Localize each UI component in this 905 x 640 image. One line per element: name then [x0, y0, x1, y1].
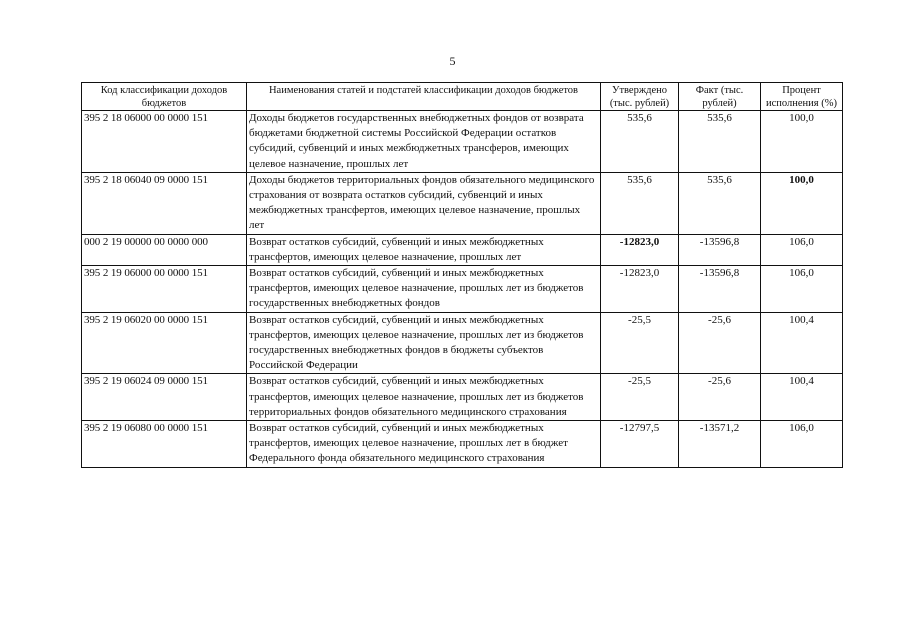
table-row [82, 234, 843, 265]
row-fact: -13596,8 [679, 266, 761, 313]
table-row [82, 312, 843, 374]
row-name: Возврат остатков субсидий, субвенций и иных межбюджетных трансфертов, имеющих целевое назначение, прошлых лет [247, 234, 601, 265]
row-code: 395 2 18 06040 09 0000 151 [82, 172, 247, 234]
row-approved: -25,5 [601, 374, 679, 421]
row-approved: -25,5 [601, 312, 679, 374]
row-name: Возврат остатков субсидий, субвенций и иных межбюджетных трансфертов, имеющих целевое назначение, прошлых лет из бюджетов территориальных фондов обязательного медицинского страхования [247, 374, 601, 421]
row-code: 395 2 19 06024 09 0000 151 [82, 374, 247, 421]
row-name: Возврат остатков субсидий, субвенций и иных межбюджетных трансфертов, имеющих целевое назначение, прошлых лет из бюджетов государственных внебюджетных фондов в бюджеты субъектов Российской Федерации [247, 312, 601, 374]
row-percent: 106,0 [761, 266, 843, 313]
row-name: Доходы бюджетов территориальных фондов обязательного медицинского страхования от возврата остатков субсидий, субвенций и иных межбюджетных трансфертов, имеющих целевое назначение, прошлых лет [247, 172, 601, 234]
table-header-row [82, 83, 843, 111]
row-name: Возврат остатков субсидий, субвенций и иных межбюджетных трансфертов, имеющих целевое назначение, прошлых лет из бюджетов государственных внебюджетных фондов [247, 266, 601, 313]
row-code: 395 2 19 06020 00 0000 151 [82, 312, 247, 374]
row-percent: 106,0 [761, 421, 843, 468]
revenue-classification-table [81, 82, 843, 468]
row-code: 395 2 19 06000 00 0000 151 [82, 266, 247, 313]
header-percent: Процент исполнения (%) [761, 83, 843, 111]
row-code: 395 2 18 06000 00 0000 151 [82, 111, 247, 173]
row-name: Доходы бюджетов государственных внебюджетных фондов от возврата бюджетами бюджетной системы Российской Федерации остатков субсидий, субвенций и иных межбюджетных трансферов, имеющих целевое назначение, прошлых лет [247, 111, 601, 173]
header-fact: Факт (тыс. рублей) [679, 83, 761, 111]
row-percent: 106,0 [761, 234, 843, 265]
row-fact: -13596,8 [679, 234, 761, 265]
row-approved: 535,6 [601, 111, 679, 173]
row-approved: -12823,0 [601, 234, 679, 265]
page-number: 5 [449, 54, 456, 68]
table-row [82, 111, 843, 173]
row-fact: -25,6 [679, 312, 761, 374]
row-code: 000 2 19 00000 00 0000 000 [82, 234, 247, 265]
row-percent: 100,4 [761, 374, 843, 421]
row-percent: 100,0 [761, 172, 843, 234]
row-name: Возврат остатков субсидий, субвенций и иных межбюджетных трансфертов, имеющих целевое назначение, прошлых лет в бюджет Федерального фонда обязательного медицинского страхования [247, 421, 601, 468]
header-approved: Утверждено (тыс. рублей) [601, 83, 679, 111]
row-fact: 535,6 [679, 172, 761, 234]
table-row [82, 421, 843, 468]
row-percent: 100,0 [761, 111, 843, 173]
header-name: Наименования статей и подстатей классификации доходов бюджетов [247, 83, 601, 111]
row-code: 395 2 19 06080 00 0000 151 [82, 421, 247, 468]
row-fact: -25,6 [679, 374, 761, 421]
row-fact: 535,6 [679, 111, 761, 173]
table-row [82, 266, 843, 313]
row-approved: -12797,5 [601, 421, 679, 468]
row-fact: -13571,2 [679, 421, 761, 468]
row-approved: 535,6 [601, 172, 679, 234]
table-row [82, 172, 843, 234]
row-approved: -12823,0 [601, 266, 679, 313]
row-percent: 100,4 [761, 312, 843, 374]
header-code: Код классификации доходов бюджетов [82, 83, 247, 111]
table-row [82, 374, 843, 421]
